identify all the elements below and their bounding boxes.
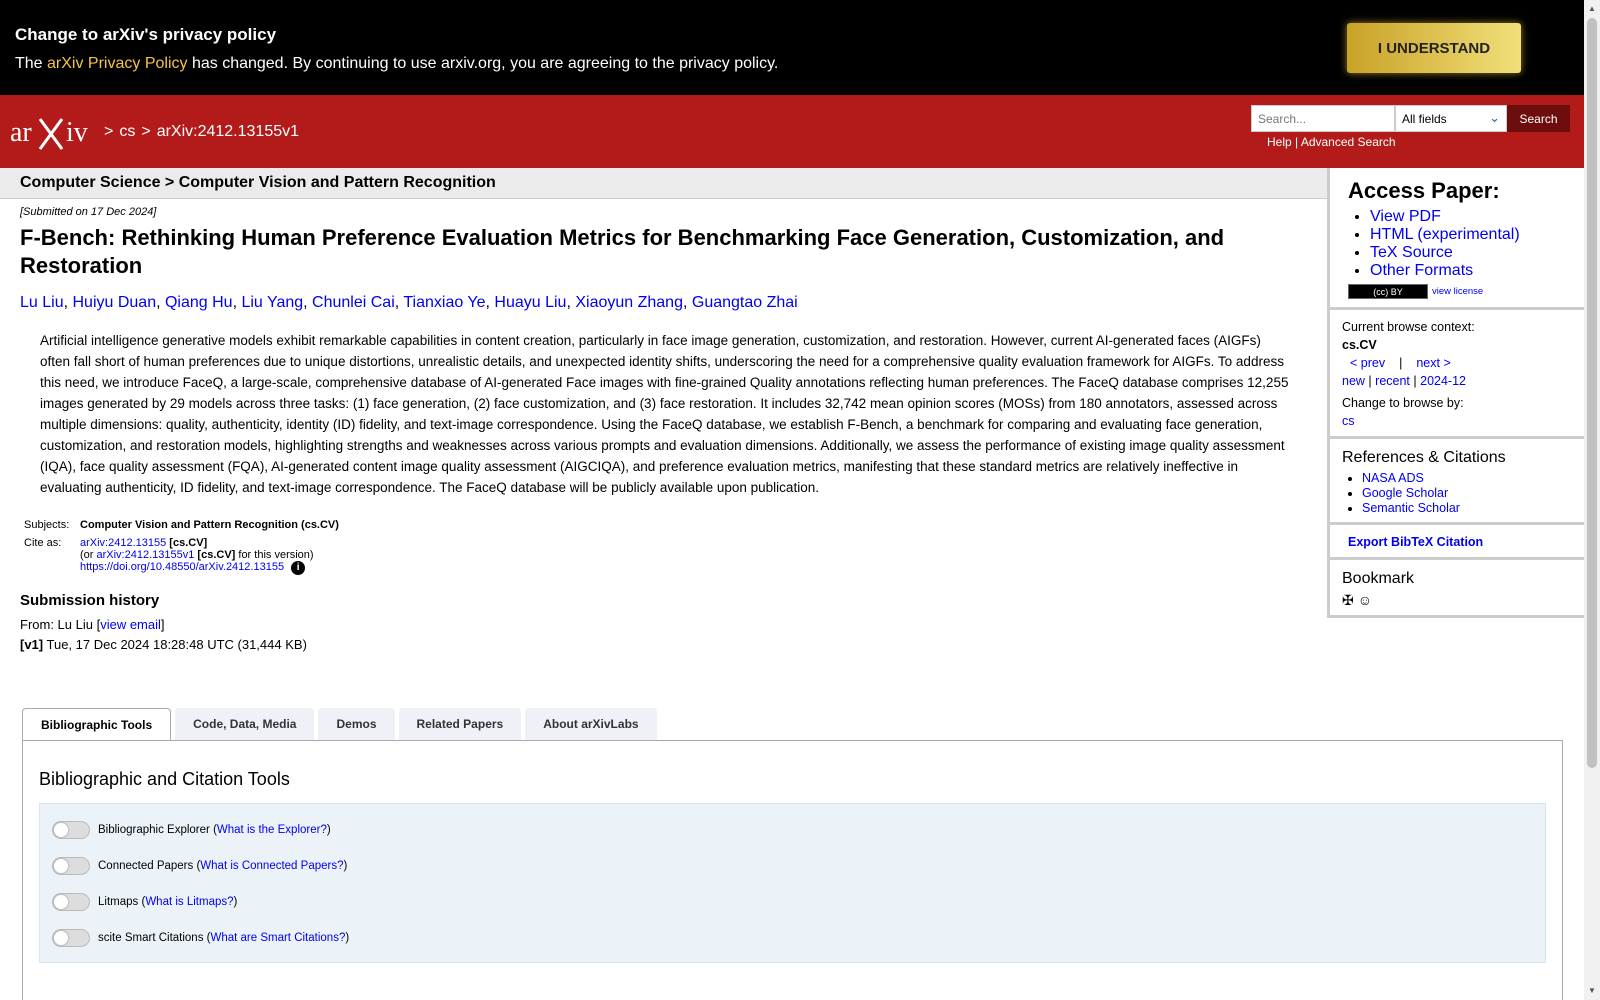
subjects-value: Computer Vision and Pattern Recognition (cs.CV) <box>80 519 339 531</box>
nav-sep: | <box>1413 374 1417 388</box>
author-sep: , <box>303 294 313 311</box>
tab-panel <box>22 740 1563 1000</box>
tab-bibliographic-tools[interactable]: Bibliographic Tools <box>22 708 171 742</box>
arxiv-logo[interactable] <box>10 113 100 153</box>
bookmark-icons <box>1342 592 1572 609</box>
tool-scite: scite Smart Citations ( What are Smart Citations? ) <box>52 920 1533 956</box>
authors-list <box>20 294 1320 312</box>
author-link[interactable]: Huayu Liu <box>494 294 567 311</box>
google-scholar-link[interactable]: Google Scholar <box>1362 486 1449 500</box>
privacy-text-post: has changed. By continuing to use arxiv.org, you are agreeing to the privacy policy. <box>187 55 779 72</box>
from-text-post: ] <box>160 617 165 632</box>
cite-version-category: [cs.CV] <box>197 549 236 561</box>
prev-link[interactable]: < prev <box>1350 356 1386 370</box>
cite-category: [cs.CV] <box>169 537 208 549</box>
cite-label: Cite as: <box>24 537 62 549</box>
author-link[interactable]: Guangtao Zhai <box>691 294 798 311</box>
chevron-down-icon: ⌄ <box>1489 110 1500 125</box>
semantic-scholar-link[interactable]: Semantic Scholar <box>1362 501 1460 515</box>
scroll-up-icon[interactable]: ▲ <box>1588 4 1596 13</box>
svg-text:iv: iv <box>66 117 88 148</box>
breadcrumb-sep: > <box>104 123 114 140</box>
tools-list <box>39 803 1546 963</box>
view-license-link[interactable]: view license <box>1432 286 1484 297</box>
toggle-scite[interactable] <box>52 929 90 947</box>
author-link[interactable]: Liu Yang <box>241 294 304 311</box>
tool-label: Connected Papers <box>98 860 194 872</box>
browse-context-box <box>1327 310 1584 439</box>
new-link[interactable]: new <box>1342 374 1365 388</box>
author-sep: , <box>485 294 495 311</box>
svg-text:ar: ar <box>10 117 32 148</box>
author-sep: , <box>63 294 73 311</box>
tab-code-data-media[interactable]: Code, Data, Media <box>175 708 314 741</box>
search-input[interactable]: Search... <box>1251 105 1395 132</box>
doi-link[interactable]: https://doi.org/10.48550/arXiv.2412.13155 <box>80 561 285 573</box>
reddit-icon[interactable]: ☺ <box>1357 592 1373 608</box>
privacy-text <box>15 55 778 73</box>
page-scrollbar[interactable] <box>1584 0 1600 1000</box>
author-sep: , <box>566 294 576 311</box>
version-label: [v1] <box>20 637 44 652</box>
html-experimental-link[interactable]: HTML (experimental) <box>1370 226 1520 243</box>
access-paper-title: Access Paper: <box>1348 178 1500 203</box>
export-box <box>1327 525 1584 560</box>
browse-lists <box>1342 372 1572 390</box>
nav-sep: | <box>1368 374 1372 388</box>
author-link[interactable]: Chunlei Cai <box>312 294 395 311</box>
breadcrumb-cs[interactable]: cs <box>119 123 136 140</box>
advanced-search-link[interactable]: Advanced Search <box>1300 135 1396 149</box>
export-bibtex-link[interactable]: Export BibTeX Citation <box>1348 535 1484 549</box>
browse-context-label: Current browse context: <box>1342 320 1475 334</box>
author-link[interactable]: Tianxiao Ye <box>403 294 486 311</box>
privacy-policy-link[interactable]: arXiv Privacy Policy <box>47 55 188 72</box>
from-text: From: Lu Liu [ <box>20 617 101 632</box>
bibsonomy-icon[interactable]: ✠ <box>1342 592 1354 608</box>
right-sidebar <box>1327 168 1584 618</box>
metadata-table <box>20 516 343 578</box>
search-links <box>1267 135 1396 149</box>
change-browse-label: Change to browse by: <box>1342 396 1464 410</box>
author-link[interactable]: Xiaoyun Zhang <box>575 294 683 311</box>
cite-version-post: for this version) <box>235 549 314 561</box>
category-path: Computer Science > Computer Vision and Pattern Recognition <box>20 174 496 191</box>
search-links-sep: | <box>1295 135 1299 149</box>
browse-context-value: cs.CV <box>1342 338 1377 352</box>
month-link[interactable]: 2024-12 <box>1420 374 1466 388</box>
author-sep: , <box>682 294 692 311</box>
what-are-smart-citations-link[interactable]: What are Smart Citations? <box>210 932 346 944</box>
tex-source-link[interactable]: TeX Source <box>1370 244 1453 261</box>
category-subheader <box>0 168 1327 199</box>
help-link[interactable]: Help <box>1267 135 1292 149</box>
license-row <box>1348 284 1572 299</box>
cite-version-link[interactable]: arXiv:2412.13155v1 <box>96 549 195 561</box>
submitted-date: [Submitted on 17 Dec 2024] <box>20 206 157 218</box>
author-sep: , <box>156 294 165 311</box>
view-pdf-link[interactable]: View PDF <box>1370 208 1441 225</box>
privacy-title: Change to arXiv's privacy policy <box>15 25 277 44</box>
recent-link[interactable]: recent <box>1375 374 1410 388</box>
breadcrumb-sep: > <box>141 123 151 140</box>
author-link[interactable]: Lu Liu <box>20 294 64 311</box>
labs-tabs <box>22 708 657 742</box>
site-header <box>0 95 1584 168</box>
abstract: Artificial intelligence generative models exhibit remarkable capabilities in content creation, particularly in face image generation, customization, and restoration. However, current AI-generated faces (AIGFs) often fall short of human preferences due to unique distortions, unrealistic details, and unexpected identity shifts, underscoring the need for a comprehensive quality evaluation framework for AIGFs. To address this need, we introduce FaceQ, a large-scale, comprehensive database of AI-generated Face images with fine-grained Quality annotations reflecting human preferences. The FaceQ database comprises 12,255 images generated by 29 models across three tasks: (1) face generation, (2) face customization, and (3) face restoration. It includes 32,742 mean opinion scores (MOSs) from 180 annotators, assessed across multiple dimensions: quality, authenticity, identity (ID) fidelity, and text-image correspondence. Using the FaceQ database, we establish F-Bench, a benchmark for comparing and evaluating face generation, customization, and restoration models, highlighting strengths and weaknesses across various prompts and evaluation dimensions. Additionally, we assess the performance of existing image quality assessment (IQA), face quality assessment (FQA), AI-generated content image quality assessment (AIGCIQA), and preference evaluation metrics, manifesting that these standard metrics are relatively ineffective in evaluating authenticity, ID fidelity, and text-image correspondence. The FaceQ database will be publicly available upon publication. <box>40 333 1289 495</box>
nasa-ads-link[interactable]: NASA ADS <box>1362 471 1424 485</box>
privacy-text-pre: The <box>15 55 48 72</box>
toggle-bibliographic-explorer[interactable] <box>52 821 90 839</box>
what-is-litmaps-link[interactable]: What is Litmaps? <box>145 896 234 908</box>
author-link[interactable]: Qiang Hu <box>164 294 233 311</box>
tab-related-papers[interactable]: Related Papers <box>399 708 522 741</box>
author-sep: , <box>394 294 404 311</box>
author-sep: , <box>232 294 242 311</box>
main-content <box>20 200 1320 655</box>
search-field-value: All fields <box>1402 112 1447 126</box>
next-link[interactable]: next > <box>1416 356 1451 370</box>
author-link[interactable]: Huiyu Duan <box>72 294 157 311</box>
what-is-connected-papers-link[interactable]: What is Connected Papers? <box>200 860 344 872</box>
other-formats-link[interactable]: Other Formats <box>1370 262 1474 279</box>
tab-demos[interactable]: Demos <box>318 708 394 741</box>
tool-label: scite Smart Citations <box>98 932 204 944</box>
subjects-label: Subjects: <box>24 519 70 531</box>
references-box <box>1327 439 1584 525</box>
i-understand-button[interactable]: I UNDERSTAND <box>1347 23 1521 73</box>
search-field-select[interactable] <box>1395 105 1507 132</box>
submission-history-title: Submission history <box>20 592 160 609</box>
references-title: References & Citations <box>1342 449 1506 466</box>
browse-cs-link[interactable]: cs <box>1342 414 1355 428</box>
paper-title: F-Bench: Rethinking Human Preference Evaluation Metrics for Benchmarking Face Generation, Customization, and Restoration <box>20 225 1225 278</box>
info-icon[interactable]: i <box>291 561 305 575</box>
cc-by-badge[interactable]: (cc) BY <box>1348 284 1428 299</box>
tab-about-arxivlabs[interactable]: About arXivLabs <box>525 708 656 741</box>
scrollbar-thumb[interactable] <box>1587 18 1597 768</box>
scroll-down-icon[interactable]: ▼ <box>1588 986 1596 995</box>
tool-label: Bibliographic Explorer <box>98 824 210 836</box>
bookmark-box <box>1327 560 1584 618</box>
breadcrumb <box>104 123 299 141</box>
search-button[interactable]: Search <box>1507 105 1570 132</box>
search-bar <box>1251 105 1570 132</box>
tool-label: Litmaps <box>98 896 139 908</box>
access-paper-box <box>1327 168 1584 310</box>
tool-connected-papers: Connected Papers ( What is Connected Papers? ) <box>52 848 1533 884</box>
view-email-link[interactable]: view email <box>100 617 161 632</box>
toggle-connected-papers[interactable] <box>52 857 90 875</box>
cite-version-pre: (or <box>80 549 97 561</box>
browse-nav <box>1342 354 1572 372</box>
tools-title: Bibliographic and Citation Tools <box>39 769 290 789</box>
bookmark-title: Bookmark <box>1342 570 1415 587</box>
tool-bibliographic-explorer: Bibliographic Explorer ( What is the Explorer? ) <box>52 812 1533 848</box>
version-date: Tue, 17 Dec 2024 18:28:48 UTC (31,444 KB) <box>43 637 307 652</box>
tool-litmaps: Litmaps ( What is Litmaps? ) <box>52 884 1533 920</box>
breadcrumb-paper-id: arXiv:2412.13155v1 <box>156 123 300 140</box>
privacy-banner <box>0 0 1584 95</box>
submission-history <box>20 615 1320 655</box>
nav-sep: | <box>1399 356 1403 370</box>
cite-id-link[interactable]: arXiv:2412.13155 <box>80 537 167 549</box>
what-is-explorer-link[interactable]: What is the Explorer? <box>216 824 327 836</box>
toggle-litmaps[interactable] <box>52 893 90 911</box>
